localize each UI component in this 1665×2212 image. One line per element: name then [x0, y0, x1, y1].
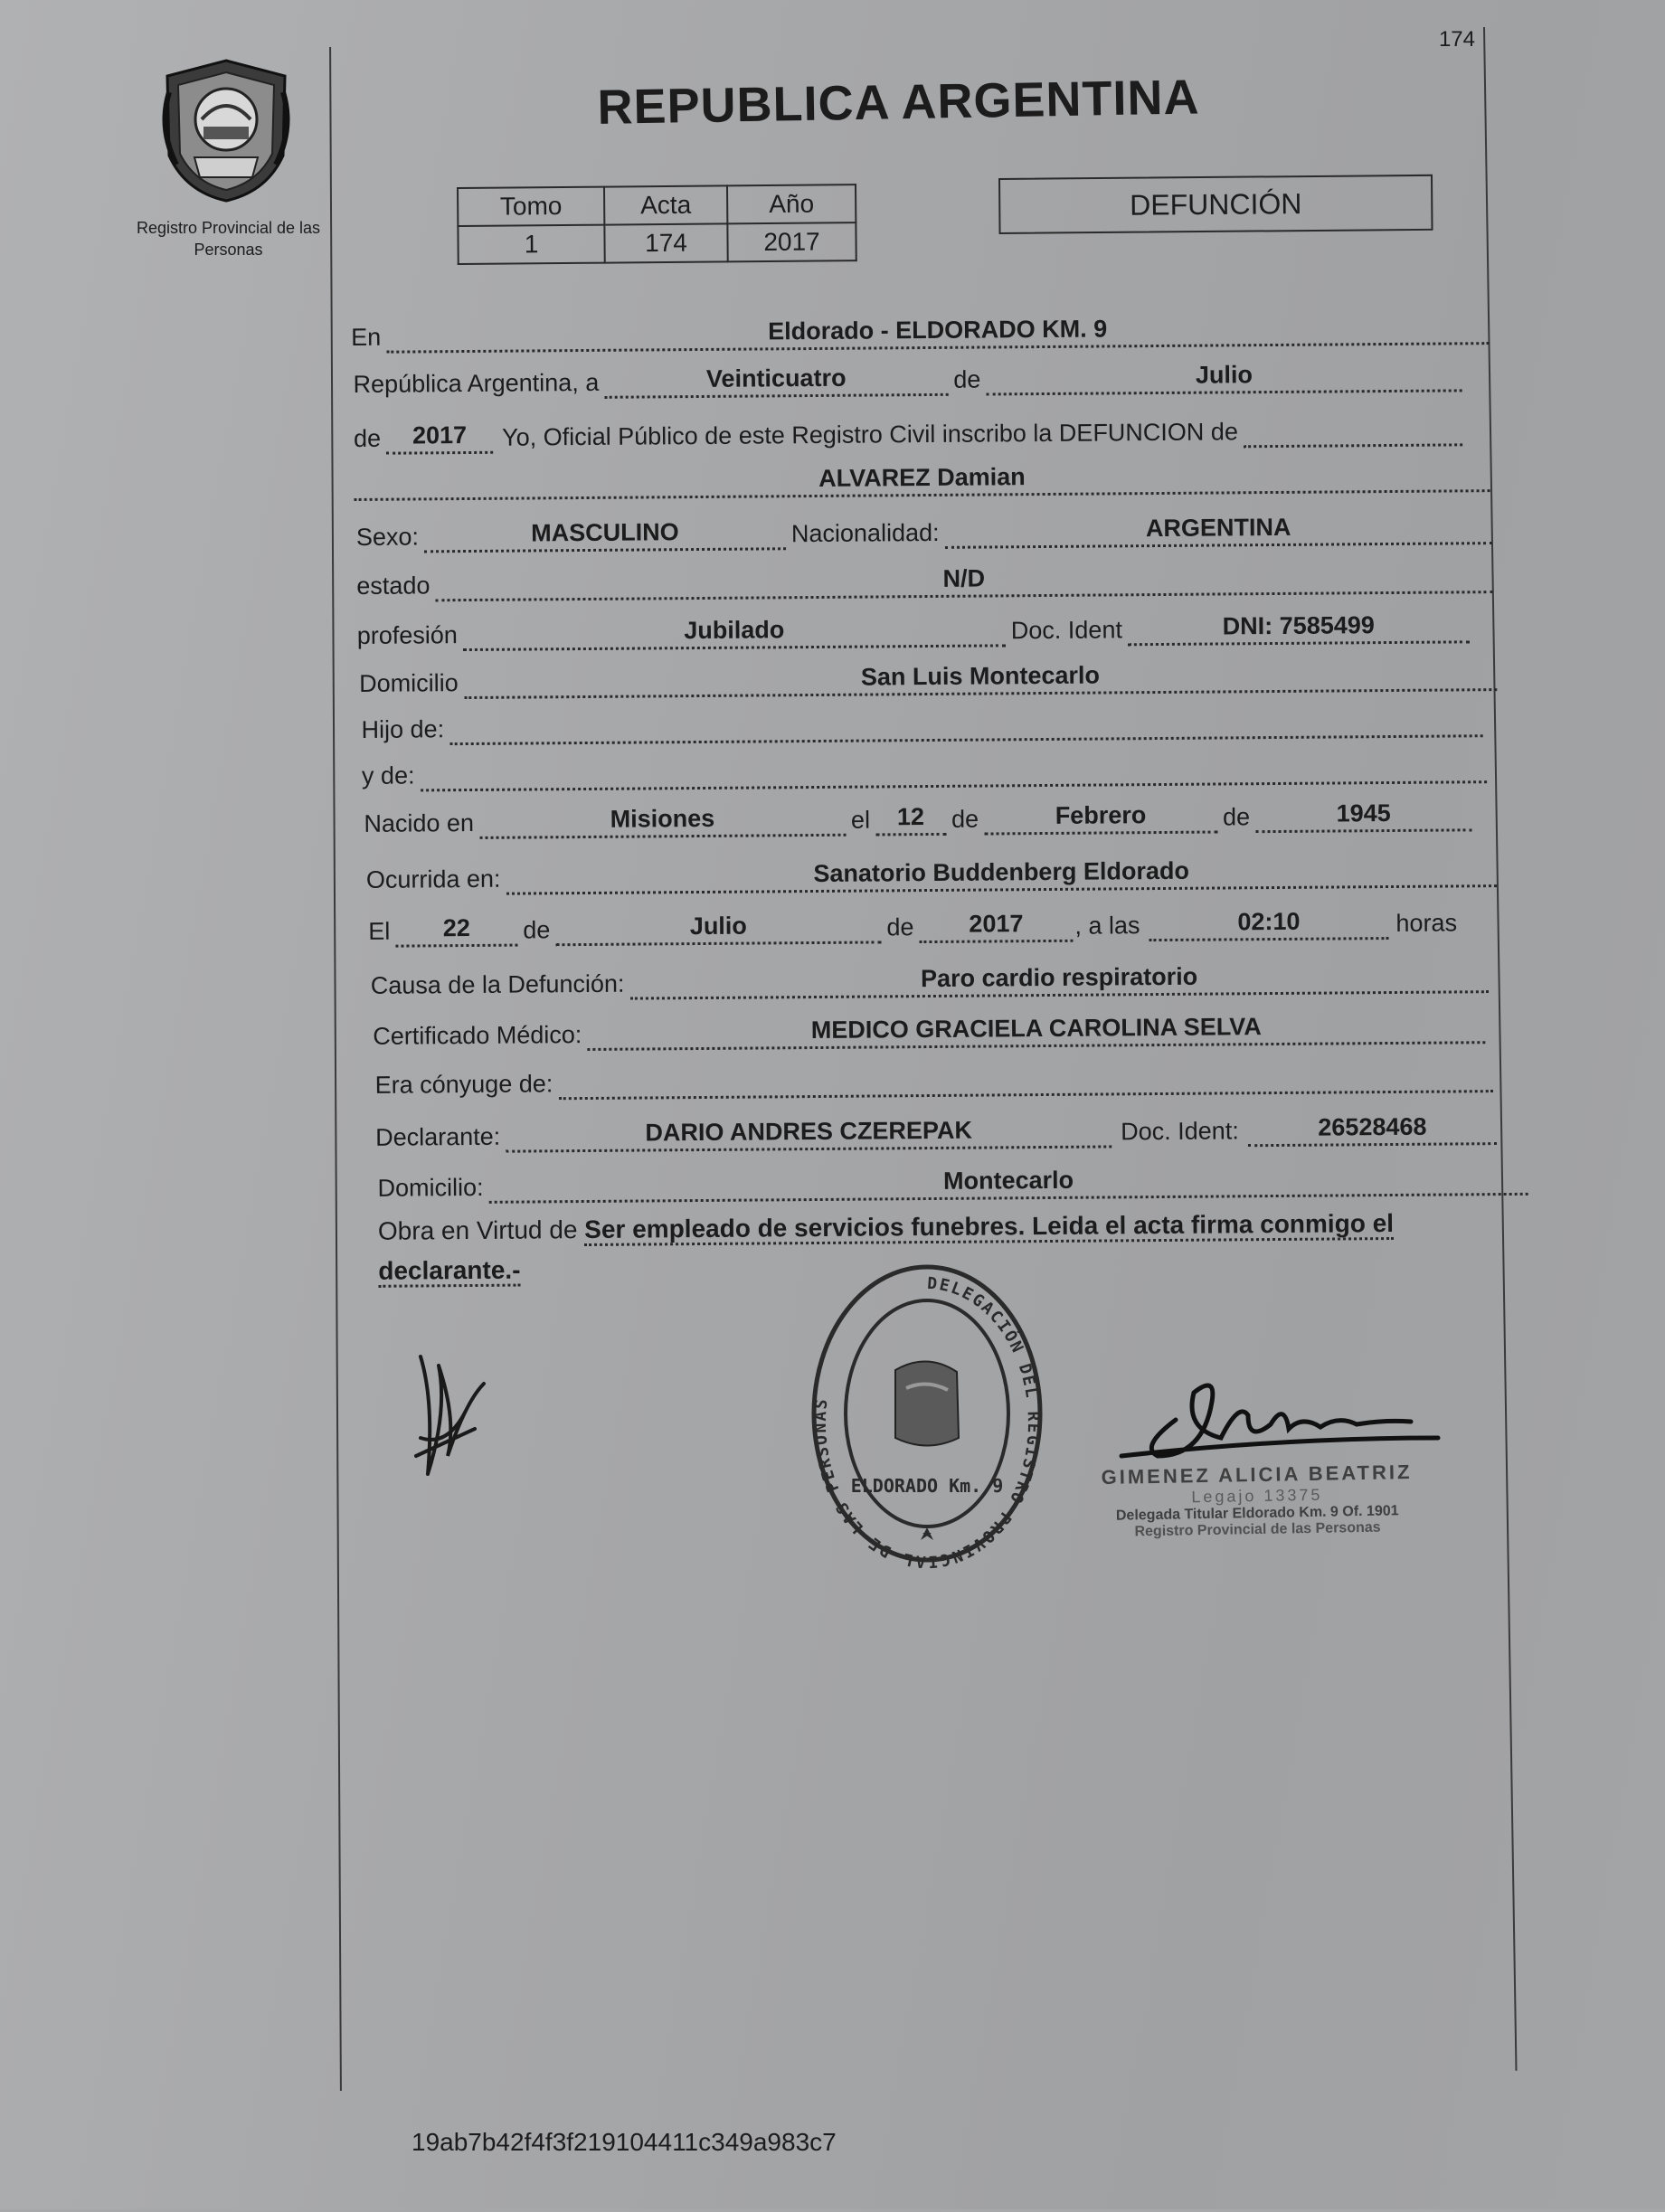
- field-ocurrida: Sanatorio Buddenberg Eldorado: [506, 855, 1497, 895]
- seal-inner-text: ELDORADO Km. 9: [850, 1475, 1004, 1497]
- official-org: Registro Provincial de las Personas: [1134, 1519, 1381, 1540]
- row-sexo: [356, 512, 1492, 553]
- row-nacido: [364, 799, 1471, 840]
- field-birth-day: 12: [875, 803, 946, 837]
- row-fecha: [368, 906, 1499, 948]
- field-causa: Paro cardio respiratorio: [629, 960, 1489, 999]
- official-legajo: Legajo 13375: [1191, 1485, 1323, 1507]
- official-name: GIMENEZ ALICIA BEATRIZ: [1101, 1460, 1413, 1489]
- field-doc-ident: DNI: 7585499: [1128, 610, 1470, 646]
- label-hijo: Hijo de:: [361, 715, 445, 743]
- label-de-fecha-1: de: [523, 916, 551, 944]
- field-death-day: 22: [395, 914, 517, 948]
- label-en: En: [351, 323, 382, 352]
- field-birth-month: Febrero: [984, 801, 1217, 836]
- field-inscribo-blank: [1244, 419, 1462, 448]
- field-obra-line2: declarante.-: [378, 1256, 520, 1288]
- field-certificado: MEDICO GRACIELA CAROLINA SELVA: [587, 1011, 1485, 1051]
- label-conyuge: Era cónyuge de:: [374, 1070, 553, 1099]
- document-hash: 19ab7b42f4f3f219104411c349a983c7: [412, 2128, 837, 2156]
- row-hijo: [361, 707, 1482, 746]
- field-month: Julio: [986, 359, 1462, 395]
- seal-outer-text: DELEGACIÓN DEL REGISTRO PROVINCIAL DE LAS PERSONAS: [810, 1273, 1044, 1569]
- field-declarante: DARIO ANDRES CZEREPAK: [506, 1115, 1112, 1152]
- row-republica: [353, 359, 1462, 401]
- field-death-month: Julio: [555, 911, 881, 946]
- field-birth-year: 1945: [1255, 799, 1472, 833]
- row-yo: [354, 413, 1462, 455]
- official-role: Delegada Titular Eldorado Km. 9 Of. 1901: [1115, 1503, 1399, 1524]
- field-obra-line1: Ser empleado de servicios funebres. Leida el acta firma conmigo el: [584, 1209, 1394, 1246]
- label-horas: horas: [1395, 909, 1458, 937]
- label-y-de: y de:: [361, 761, 415, 789]
- official-stamp: [1057, 1460, 1456, 1542]
- label-obra: Obra en Virtud de: [377, 1215, 578, 1245]
- label-a-las: , a las: [1074, 912, 1140, 940]
- label-de-year: de: [353, 424, 382, 452]
- label-certificado: Certificado Médico:: [373, 1021, 582, 1050]
- official-seal-icon: [805, 1253, 1049, 1569]
- header-tomo: Tomo: [458, 187, 604, 226]
- field-day-words: Veinticuatro: [604, 364, 948, 399]
- label-el: el: [850, 806, 871, 834]
- row-ocurrida: [366, 855, 1497, 896]
- field-profesion: Jubilado: [463, 614, 1006, 651]
- field-death-time: 02:10: [1149, 907, 1388, 941]
- row-nombre: [354, 459, 1490, 501]
- label-doc-ident-declarante: Doc. Ident:: [1121, 1117, 1239, 1146]
- label-ocurrida: Ocurrida en:: [365, 865, 501, 893]
- field-sexo: MASCULINO: [424, 517, 786, 553]
- document-title: REPUBLICA ARGENTINA: [597, 70, 1200, 135]
- value-tomo: 1: [458, 225, 604, 264]
- label-nacionalidad: Nacionalidad:: [790, 518, 940, 548]
- value-ano: 2017: [727, 222, 856, 261]
- row-en: [351, 312, 1489, 354]
- label-declarante: Declarante:: [375, 1122, 501, 1151]
- row-domicilio-declarante: [377, 1163, 1528, 1205]
- field-doc-ident-declarante: 26528468: [1248, 1112, 1498, 1147]
- label-de-1: de: [951, 805, 979, 833]
- row-conyuge: [375, 1063, 1493, 1101]
- field-domicilio-declarante: Montecarlo: [488, 1163, 1528, 1204]
- field-hijo: [449, 710, 1483, 745]
- field-en: Eldorado - ELDORADO KM. 9: [386, 312, 1489, 354]
- label-domicilio-declarante: Domicilio:: [377, 1173, 484, 1202]
- row-estado: [356, 561, 1492, 602]
- field-conyuge: [558, 1065, 1493, 1100]
- row-certificado: [373, 1011, 1485, 1053]
- label-de: de: [953, 365, 981, 393]
- row-causa: [371, 960, 1489, 1002]
- label-domicilio: Domicilio: [359, 669, 459, 697]
- field-death-year: 2017: [919, 910, 1073, 943]
- label-sexo: Sexo:: [355, 523, 420, 551]
- label-doc-ident: Doc. Ident: [1010, 616, 1123, 645]
- label-republica: República Argentina, a: [353, 368, 600, 398]
- label-de-fecha-2: de: [886, 913, 914, 941]
- page-number: 174: [1438, 27, 1475, 52]
- label-nacido: Nacido en: [364, 808, 475, 837]
- value-acta: 174: [604, 223, 727, 262]
- record-type-box: DEFUNCIÓN: [998, 175, 1433, 234]
- field-deceased-name: ALVAREZ Damian: [354, 459, 1490, 501]
- row-yde: [362, 753, 1487, 792]
- label-de-2: de: [1222, 803, 1251, 831]
- official-signature-icon: [1103, 1366, 1447, 1474]
- field-birth-place: Misiones: [479, 804, 846, 839]
- label-causa: Causa de la Defunción:: [370, 969, 625, 999]
- label-profesion: profesión: [356, 621, 458, 649]
- label-inscribo: Yo, Oficial Público de este Registro Civil inscribo la DEFUNCION de: [501, 418, 1239, 451]
- field-year: 2017: [386, 421, 493, 455]
- header-ano: Año: [727, 184, 856, 223]
- row-profesion: [357, 610, 1470, 652]
- label-el-fecha: El: [368, 917, 391, 945]
- field-nacionalidad: ARGENTINA: [944, 512, 1492, 549]
- header-acta: Acta: [604, 185, 727, 224]
- field-estado: N/D: [435, 561, 1492, 601]
- row-declarante: [375, 1112, 1497, 1154]
- field-y-de: [420, 756, 1487, 791]
- declarant-signature-icon: [412, 1347, 493, 1483]
- field-domicilio: San Luis Montecarlo: [464, 658, 1498, 699]
- label-estado: estado: [356, 572, 430, 600]
- row-domicilio: [359, 658, 1497, 700]
- agency-name: Registro Provincial de las Personas: [136, 219, 321, 259]
